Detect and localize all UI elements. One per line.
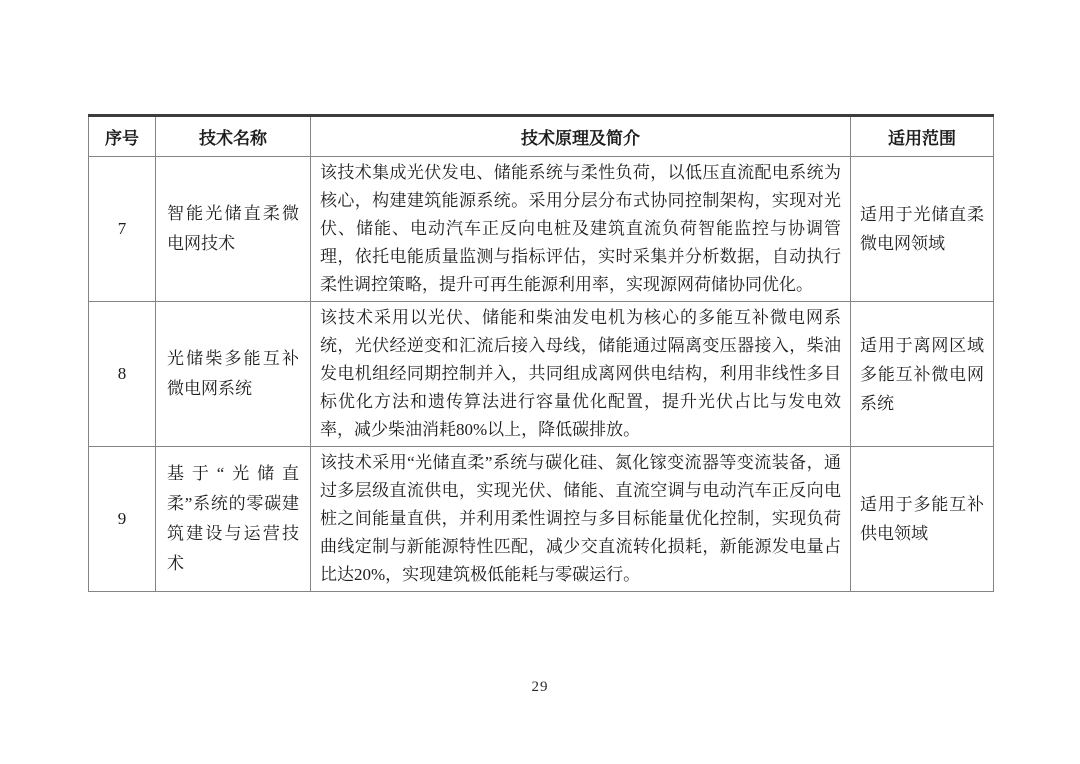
technology-table xyxy=(88,114,994,592)
row-description: 该技术采用“光储直柔”系统与碳化硅、氮化镓变流器等变流装备，通过多层级直流供电，实现光伏、储能、直流空调与电动汽车正反向电桩之间能量直供，并利用柔性调控与多目标能量优化控制，实现负荷曲线定制与新能源特性匹配，减少交直流转化损耗，新能源发电量占比达20%，实现建筑极低能耗与零碳运行。 xyxy=(311,447,851,592)
row-scope: 适用于离网区域多能互补微电网系统 xyxy=(851,302,994,447)
row-technology-name: 基于“光储直柔”系统的零碳建筑建设与运营技术 xyxy=(156,447,311,592)
header-principle-intro: 技术原理及简介 xyxy=(311,116,851,157)
row-description: 该技术采用以光伏、储能和柴油发电机为核心的多能互补微电网系统，光伏经逆变和汇流后接入母线，储能通过隔离变压器接入，柴油发电机组经同期控制并入，共同组成离网供电结构，利用非线性多目标优化方法和遗传算法进行容量优化配置，提升光伏占比与发电效率，减少柴油消耗80%以上，降低碳排放。 xyxy=(311,302,851,447)
row-scope: 适用于光储直柔微电网领域 xyxy=(851,157,994,302)
table-row xyxy=(89,302,994,447)
table-header xyxy=(89,116,994,157)
row-technology-name: 智能光储直柔微电网技术 xyxy=(156,157,311,302)
row-technology-name: 光储柴多能互补微电网系统 xyxy=(156,302,311,447)
row-scope: 适用于多能互补供电领域 xyxy=(851,447,994,592)
table-body xyxy=(89,157,994,592)
table-row xyxy=(89,157,994,302)
row-serial-number: 8 xyxy=(89,302,156,447)
page-number: 29 xyxy=(531,679,549,695)
row-description: 该技术集成光伏发电、储能系统与柔性负荷，以低压直流配电系统为核心，构建建筑能源系统。采用分层分布式协同控制架构，实现对光伏、储能、电动汽车正反向电桩及建筑直流负荷智能监控与协调管理，依托电能质量监测与指标评估，实时采集并分析数据，自动执行柔性调控策略，提升可再生能源利用率，实现源网荷储协同优化。 xyxy=(311,157,851,302)
header-serial-number: 序号 xyxy=(89,116,156,157)
row-serial-number: 7 xyxy=(89,157,156,302)
header-applicable-scope: 适用范围 xyxy=(851,116,994,157)
table-row xyxy=(89,447,994,592)
header-technology-name: 技术名称 xyxy=(156,116,311,157)
table-header-row xyxy=(89,116,994,157)
row-serial-number: 9 xyxy=(89,447,156,592)
